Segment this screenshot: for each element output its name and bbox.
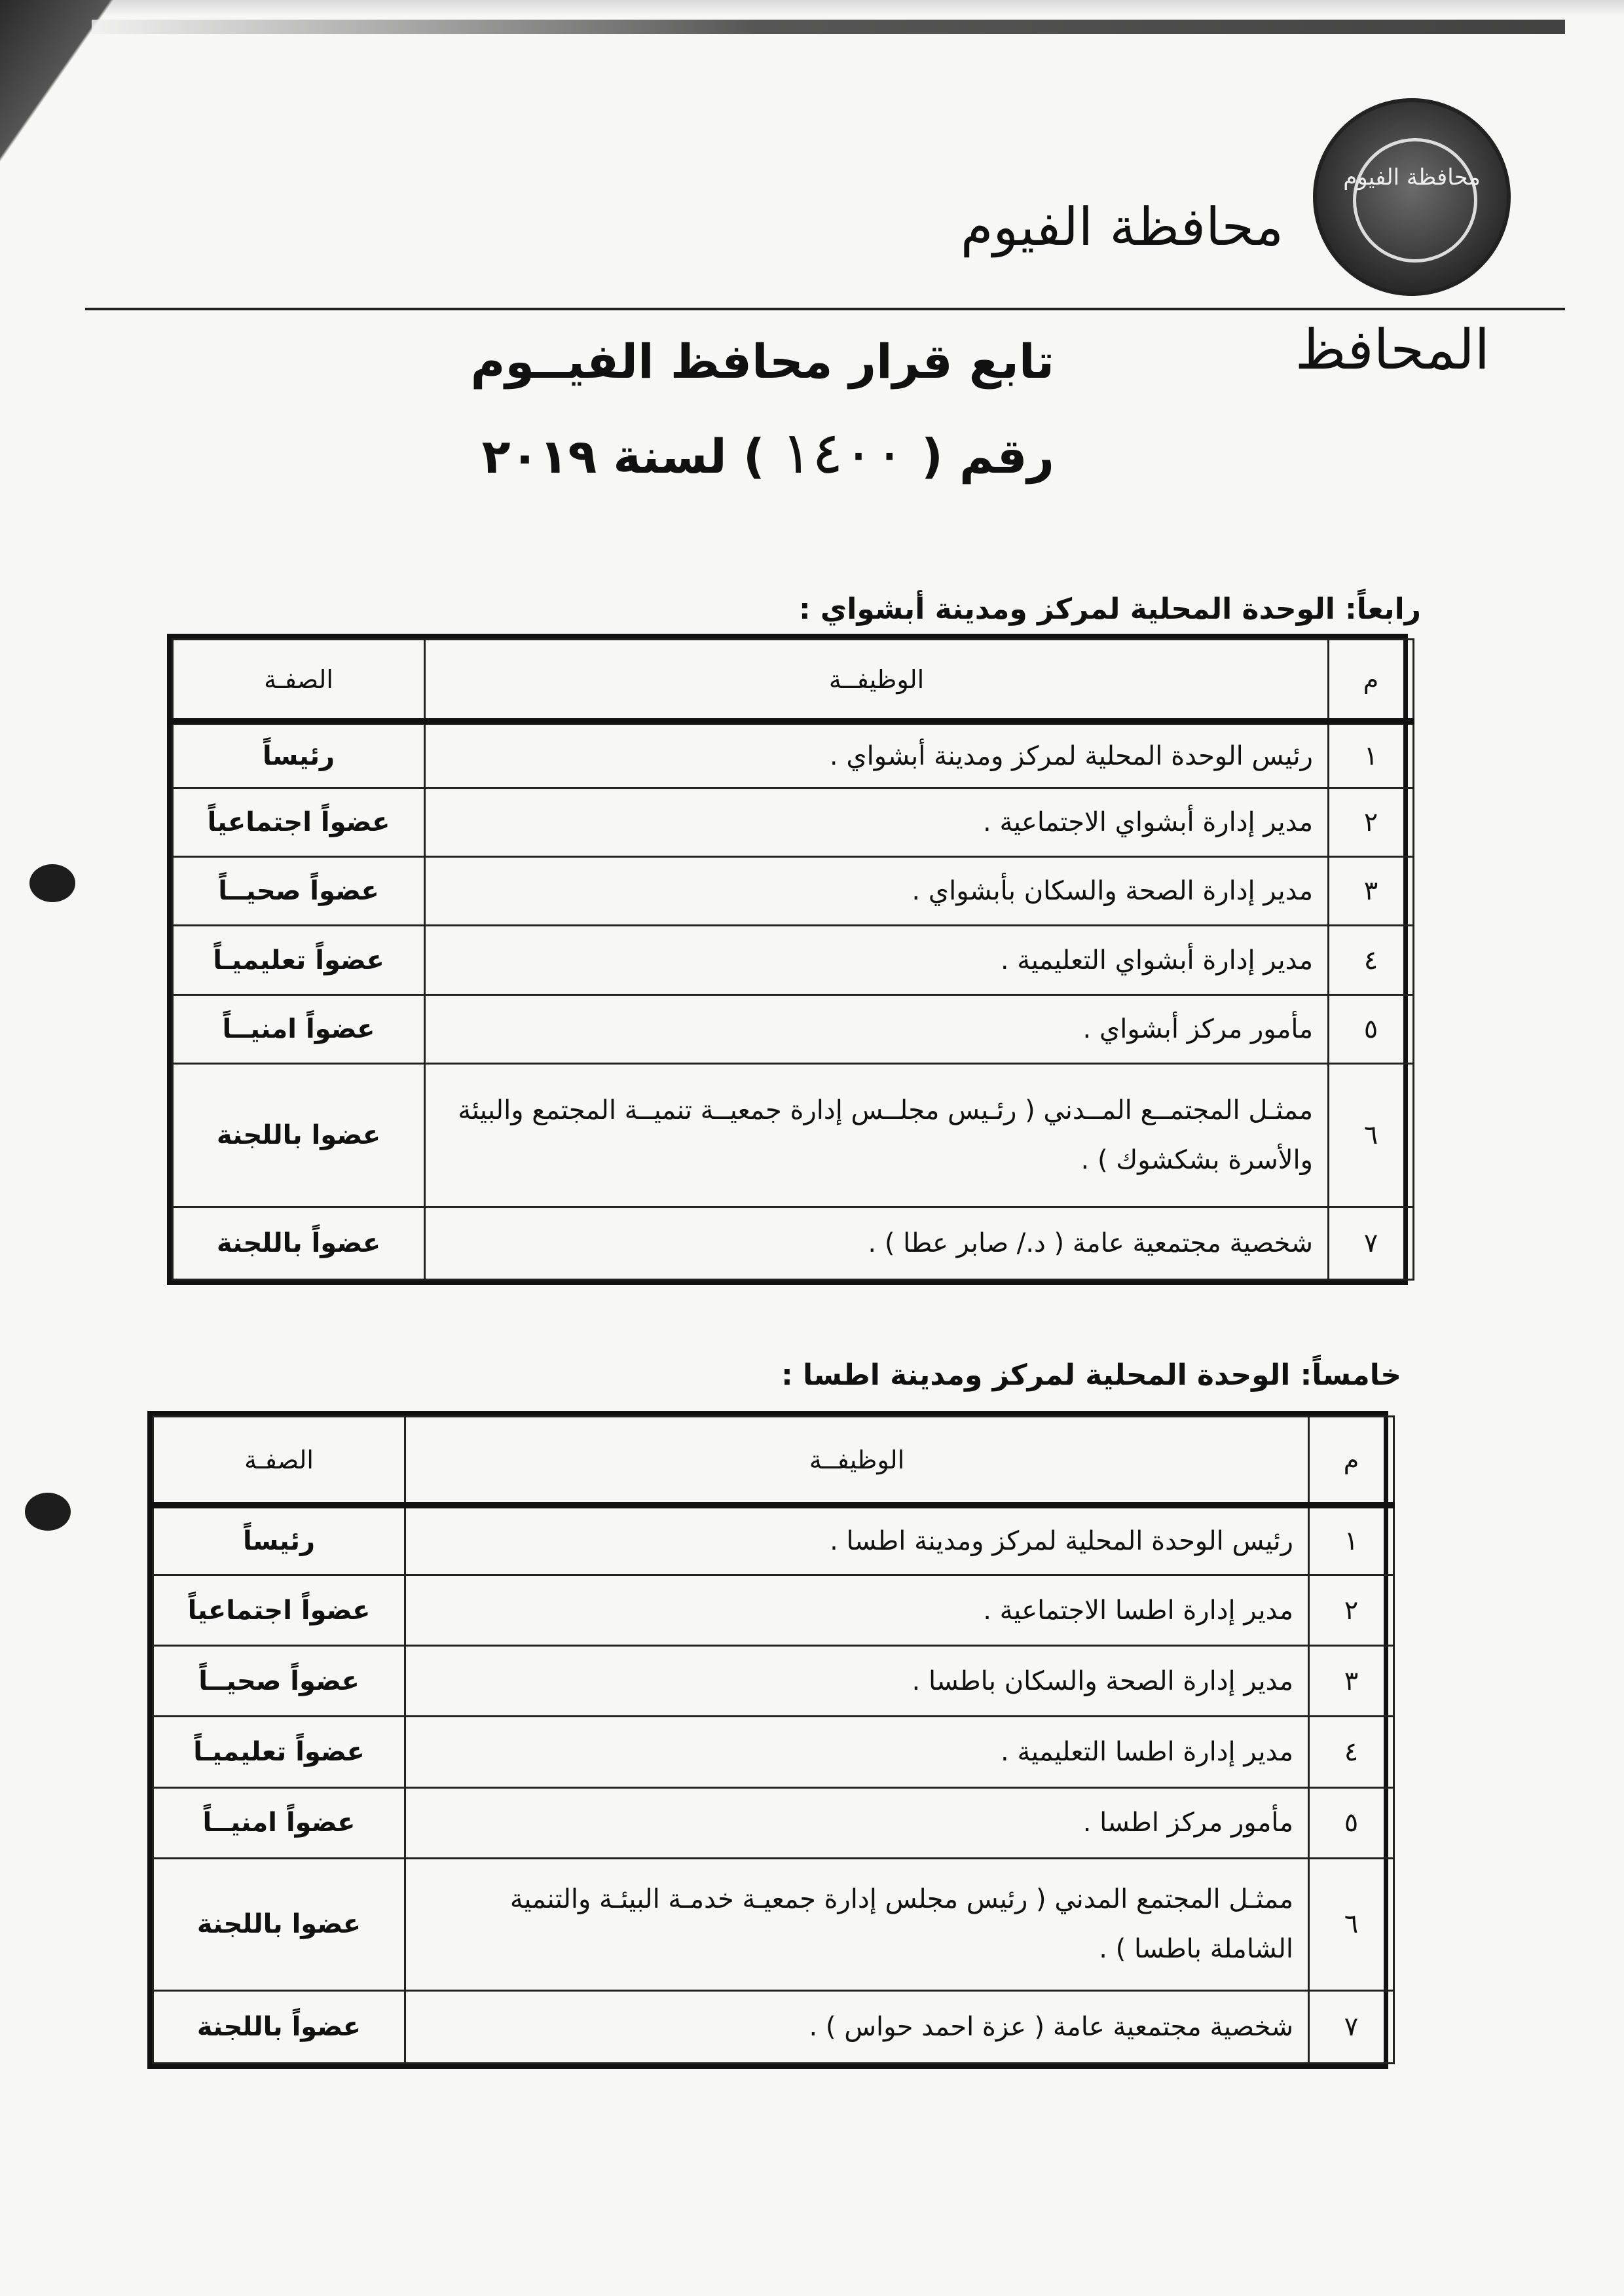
row-job: مأمور مركز أبشواي . (425, 994, 1329, 1063)
row-job: مدير إدارة الصحة والسكان باطسا . (405, 1646, 1309, 1717)
col-header-num: م (1329, 640, 1414, 722)
table-row (153, 1717, 1394, 1787)
row-role: رئيساً (153, 1505, 405, 1575)
row-job: مأمور مركز اطسا . (405, 1787, 1309, 1858)
row-num: ٦ (1329, 1063, 1414, 1207)
table-row (153, 1575, 1394, 1645)
row-num: ٥ (1309, 1787, 1394, 1858)
row-role: عضواً امنيــاً (153, 1787, 405, 1858)
decree-title: تابع قرار محافظ الفيــوم (470, 334, 1054, 389)
row-role: عضواً صحيــاً (173, 857, 425, 926)
row-role: عضواً تعليميـاً (153, 1717, 405, 1787)
governorate-name: محافظة الفيوم (960, 196, 1283, 257)
row-role: عضواً اجتماعياً (173, 788, 425, 856)
punch-hole (25, 1493, 71, 1531)
row-num: ٢ (1329, 788, 1414, 856)
row-num: ٤ (1329, 926, 1414, 994)
table-row (153, 1990, 1394, 2064)
row-role: عضوا باللجنة (173, 1063, 425, 1207)
decree-label: رقم ( (921, 429, 1054, 484)
row-num: ٦ (1309, 1858, 1394, 1990)
section-title: رابعاً: الوحدة المحلية لمركز ومدينة أبشواي : (799, 592, 1421, 626)
members-table (147, 1411, 1388, 2069)
row-job: شخصية مجتمعية عامة ( د./ صابر عطا ) . (425, 1207, 1329, 1279)
col-header-job: الوظيفــة (425, 640, 1329, 722)
scan-edge-shadow (92, 20, 1565, 34)
row-num: ٥ (1329, 994, 1414, 1063)
col-header-role: الصفـة (173, 640, 425, 722)
row-num: ٧ (1309, 1990, 1394, 2064)
table-row (173, 857, 1414, 926)
row-job: مدير إدارة اطسا التعليمية . (405, 1717, 1309, 1787)
row-num: ١ (1329, 721, 1414, 788)
row-num: ٣ (1329, 857, 1414, 926)
row-job: مدير إدارة الصحة والسكان بأبشواي . (425, 857, 1329, 926)
governorate-seal (1313, 98, 1511, 296)
row-num: ٣ (1309, 1646, 1394, 1717)
table-row (153, 1646, 1394, 1717)
row-role: عضواً امنيــاً (173, 994, 425, 1063)
section-title: خامساً: الوحدة المحلية لمركز ومدينة اطسا : (781, 1358, 1401, 1392)
office-title: المحافظ (1295, 318, 1490, 382)
col-header-num: م (1309, 1417, 1394, 1506)
scan-corner-shadow (0, 0, 183, 262)
decree-year: لسنة ٢٠١٩ (481, 429, 727, 484)
members-table (167, 634, 1408, 1285)
table-row (153, 1858, 1394, 1990)
row-job: رئيس الوحدة المحلية لمركز ومدينة أبشواي . (425, 721, 1329, 788)
table-header-row (173, 640, 1414, 722)
seal-text: محافظة الفيوم (1343, 164, 1481, 191)
table-row (173, 1063, 1414, 1207)
row-job: مدير إدارة أبشواي التعليمية . (425, 926, 1329, 994)
row-role: عضوا باللجنة (153, 1858, 405, 1990)
decree-number: ١٤٠٠ (781, 419, 905, 486)
header-divider (85, 308, 1565, 310)
row-role: عضواً صحيــاً (153, 1646, 405, 1717)
table-row (173, 788, 1414, 856)
col-header-role: الصفـة (153, 1417, 405, 1506)
row-role: عضواً تعليميـاً (173, 926, 425, 994)
table-row (173, 721, 1414, 788)
row-role: رئيساً (173, 721, 425, 788)
row-job: ممثـل المجتمع المدني ( رئيس مجلس إدارة جمعيـة خدمـة البيئـة والتنمية الشاملة باطسا ) . (405, 1858, 1309, 1990)
row-job: ممثـل المجتمــع المــدني ( رئـيس مجلــس إدارة جمعيــة تنميــة المجتمع والبيئة والأسرة بشكشوك ) . (425, 1063, 1329, 1207)
row-num: ٢ (1309, 1575, 1394, 1645)
row-job: رئيس الوحدة المحلية لمركز ومدينة اطسا . (405, 1505, 1309, 1575)
table-row (173, 994, 1414, 1063)
decree-close: ) (743, 429, 765, 484)
punch-hole (29, 864, 75, 902)
seal-ring (1353, 138, 1477, 263)
row-num: ٤ (1309, 1717, 1394, 1787)
decree-number-line (482, 419, 1054, 486)
row-role: عضواً باللجنة (153, 1990, 405, 2064)
row-num: ٧ (1329, 1207, 1414, 1279)
table-header-row (153, 1417, 1394, 1506)
col-header-job: الوظيفــة (405, 1417, 1309, 1506)
table-row (153, 1505, 1394, 1575)
row-job: شخصية مجتمعية عامة ( عزة احمد حواس ) . (405, 1990, 1309, 2064)
table-row (173, 1207, 1414, 1279)
row-role: عضواً اجتماعياً (153, 1575, 405, 1645)
row-job: مدير إدارة اطسا الاجتماعية . (405, 1575, 1309, 1645)
row-num: ١ (1309, 1505, 1394, 1575)
row-role: عضواً باللجنة (173, 1207, 425, 1279)
table-row (173, 926, 1414, 994)
row-job: مدير إدارة أبشواي الاجتماعية . (425, 788, 1329, 856)
table-row (153, 1787, 1394, 1858)
scan-edge-top (0, 0, 1624, 16)
